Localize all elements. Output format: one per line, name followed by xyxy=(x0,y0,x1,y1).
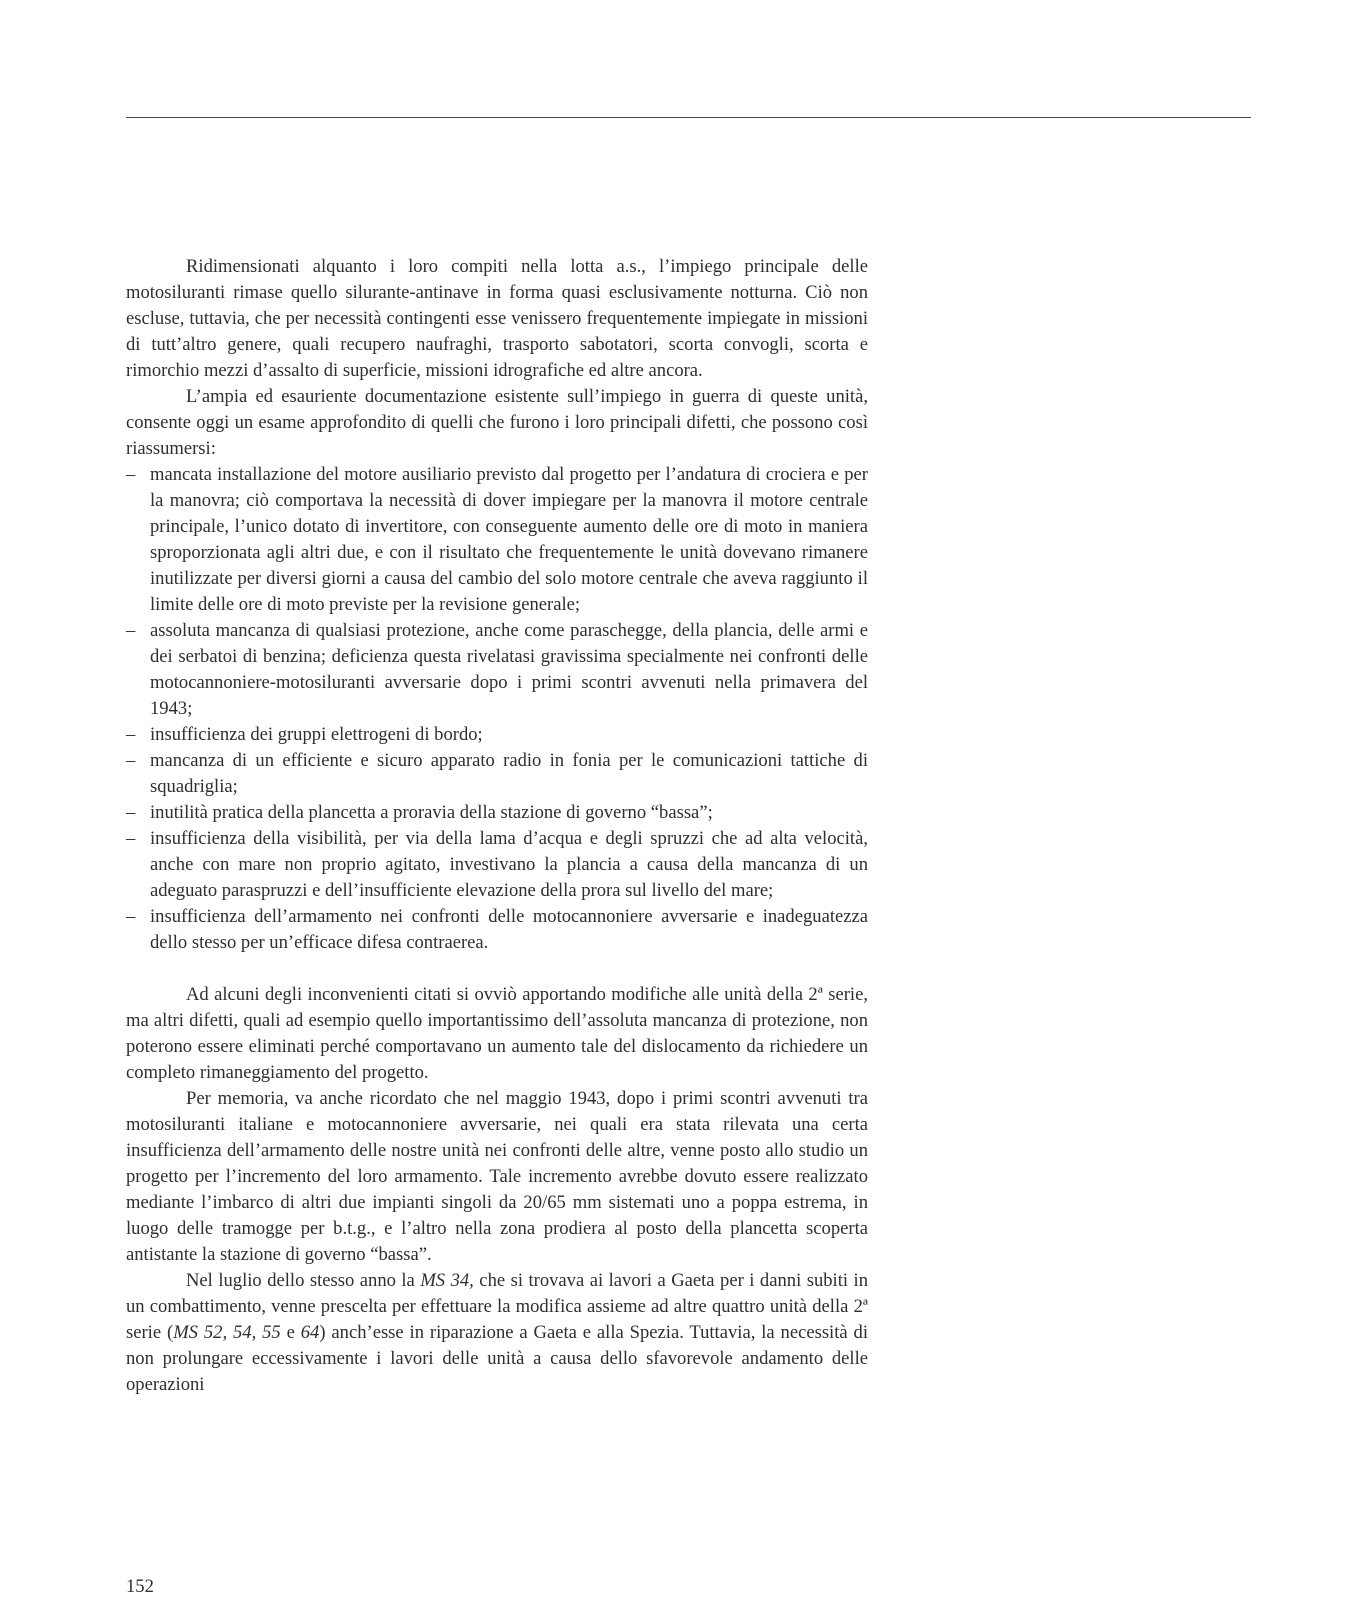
list-item xyxy=(126,904,868,956)
list-item xyxy=(126,462,868,618)
paragraph-5-text-4: ) anch’esse in riparazione a Gaeta e alla Spezia. Tuttavia, la necessità di non prolungare eccessivamente i lavori delle unità a causa dello sfavorevole andamento delle operazioni xyxy=(126,1322,868,1395)
paragraph-3: Ad alcuni degli inconvenienti citati si ovviò apportando modifiche alle unità della 2ª serie, ma altri difetti, quali ad esempio quello importantissimo dell’assoluta mancanza di protezione, non poterono essere eliminati perché comportavano un aumento tale del dislocamento da richiedere un completo rimaneggiamento del progetto. xyxy=(126,984,868,1083)
list-dash: – xyxy=(126,464,136,485)
paragraph-5 xyxy=(126,1268,868,1398)
list-item xyxy=(126,826,868,904)
list-item xyxy=(126,800,868,826)
list-item-text: assoluta mancanza di qualsiasi protezione, anche come paraschegge, della plancia, delle armi e dei serbatoi di benzina; deficienza questa rivelatasi gravissima specialmente nei confronti delle motocannoniere-motosiluranti avversarie dopo i primi scontri avvenuti nella primavera del 1943; xyxy=(150,620,868,719)
paragraph-gap xyxy=(126,956,868,982)
list-dash: – xyxy=(126,906,136,927)
page-number: 152 xyxy=(126,1576,154,1597)
list-item-text: mancata installazione del motore ausiliario previsto dal progetto per l’andatura di crociera e per la manovra; ciò comportava la necessità di dover impiegare per la manovra il motore centrale principale, l’unico dotato di invertitore, con conseguente aumento delle ore di moto in maniera sproporzionata agli altri due, e con il risultato che frequentemente le unità dovevano rimanere inutilizzate per diversi giorni a causa del cambio del solo motore centrale che aveva raggiunto il limite delle ore di moto previste per la revisione generale; xyxy=(150,464,868,615)
paragraph-2: L’ampia ed esauriente documentazione esistente sull’impiego in guerra di queste unità, consente oggi un esame approfondito di quelli che furono i loro principali difetti, che possono così riassumersi: xyxy=(126,386,868,459)
paragraph-5-text-2: che si trovava ai lavori a Gaeta per i danni subiti in un combattimento, venne prescelta per effettuare la modifica assieme ad altre quattro unità della 2ª serie ( xyxy=(126,1270,868,1343)
list-dash: – xyxy=(126,750,136,771)
header-rule xyxy=(126,117,1251,118)
list-item-text: mancanza di un efficiente e sicuro apparato radio in fonia per le comunicazioni tattiche di squadriglia; xyxy=(150,750,868,797)
list-item-text: insufficienza dell’armamento nei confronti delle motocannoniere avversarie e inadeguatezza dello stesso per un’efficace difesa contraerea. xyxy=(150,906,868,953)
list-item xyxy=(126,748,868,800)
list-item-text: insufficienza della visibilità, per via della lama d’acqua e degli spruzzi che ad alta velocità, anche con mare non proprio agitato, investivano la plancia a causa della mancanza di un adeguato paraspruzzi e dell’insufficiente elevazione della prora sul livello del mare; xyxy=(150,828,868,901)
paragraph-5-vessel-2: MS 52, 54, 55 xyxy=(173,1322,281,1343)
list-dash: – xyxy=(126,620,136,641)
list-dash: – xyxy=(126,724,136,745)
paragraph-1: Ridimensionati alquanto i loro compiti nella lotta a.s., l’impiego principale delle motosiluranti rimase quello silurante-antinave in forma quasi esclusivamente notturna. Ciò non escluse, tuttavia, che per necessità contingenti esse venissero frequentemente impiegate in missioni di tutt’altro genere, quali recupero naufraghi, trasporto sabotatori, scorta convogli, scorta e rimorchio mezzi d’assalto di superficie, missioni idrografiche ed altre ancora. xyxy=(126,256,868,381)
paragraph-5-text-1: Nel luglio dello stesso anno la xyxy=(186,1270,421,1291)
list-item-text: inutilità pratica della plancetta a proravia della stazione di governo “bassa”; xyxy=(150,802,713,823)
list-dash: – xyxy=(126,828,136,849)
list-dash: – xyxy=(126,802,136,823)
list-item xyxy=(126,618,868,722)
paragraph-5-vessel-3: 64 xyxy=(300,1322,320,1343)
paragraph-5-text-3: e xyxy=(280,1322,301,1343)
list-item-text: insufficienza dei gruppi elettrogeni di bordo; xyxy=(150,724,483,745)
list-item xyxy=(126,722,868,748)
defects-list xyxy=(126,462,868,956)
paragraph-5-vessel-1: MS 34, xyxy=(420,1270,474,1291)
paragraph-4: Per memoria, va anche ricordato che nel maggio 1943, dopo i primi scontri avvenuti tra motosiluranti italiane e motocannoniere avversarie, nei quali era stata rilevata una certa insufficienza dell’armamento delle nostre unità nei confronti delle altre, venne posto allo studio un progetto per l’incremento del loro armamento. Tale incremento avrebbe dovuto essere realizzato mediante l’imbarco di altri due impianti singoli da 20/65 mm sistemati uno a poppa estrema, in luogo delle tramogge per b.t.g., e l’altro nella zona prodiera al posto della plancetta scoperta antistante la stazione di governo “bassa”. xyxy=(126,1088,868,1265)
body-text xyxy=(126,254,868,1398)
